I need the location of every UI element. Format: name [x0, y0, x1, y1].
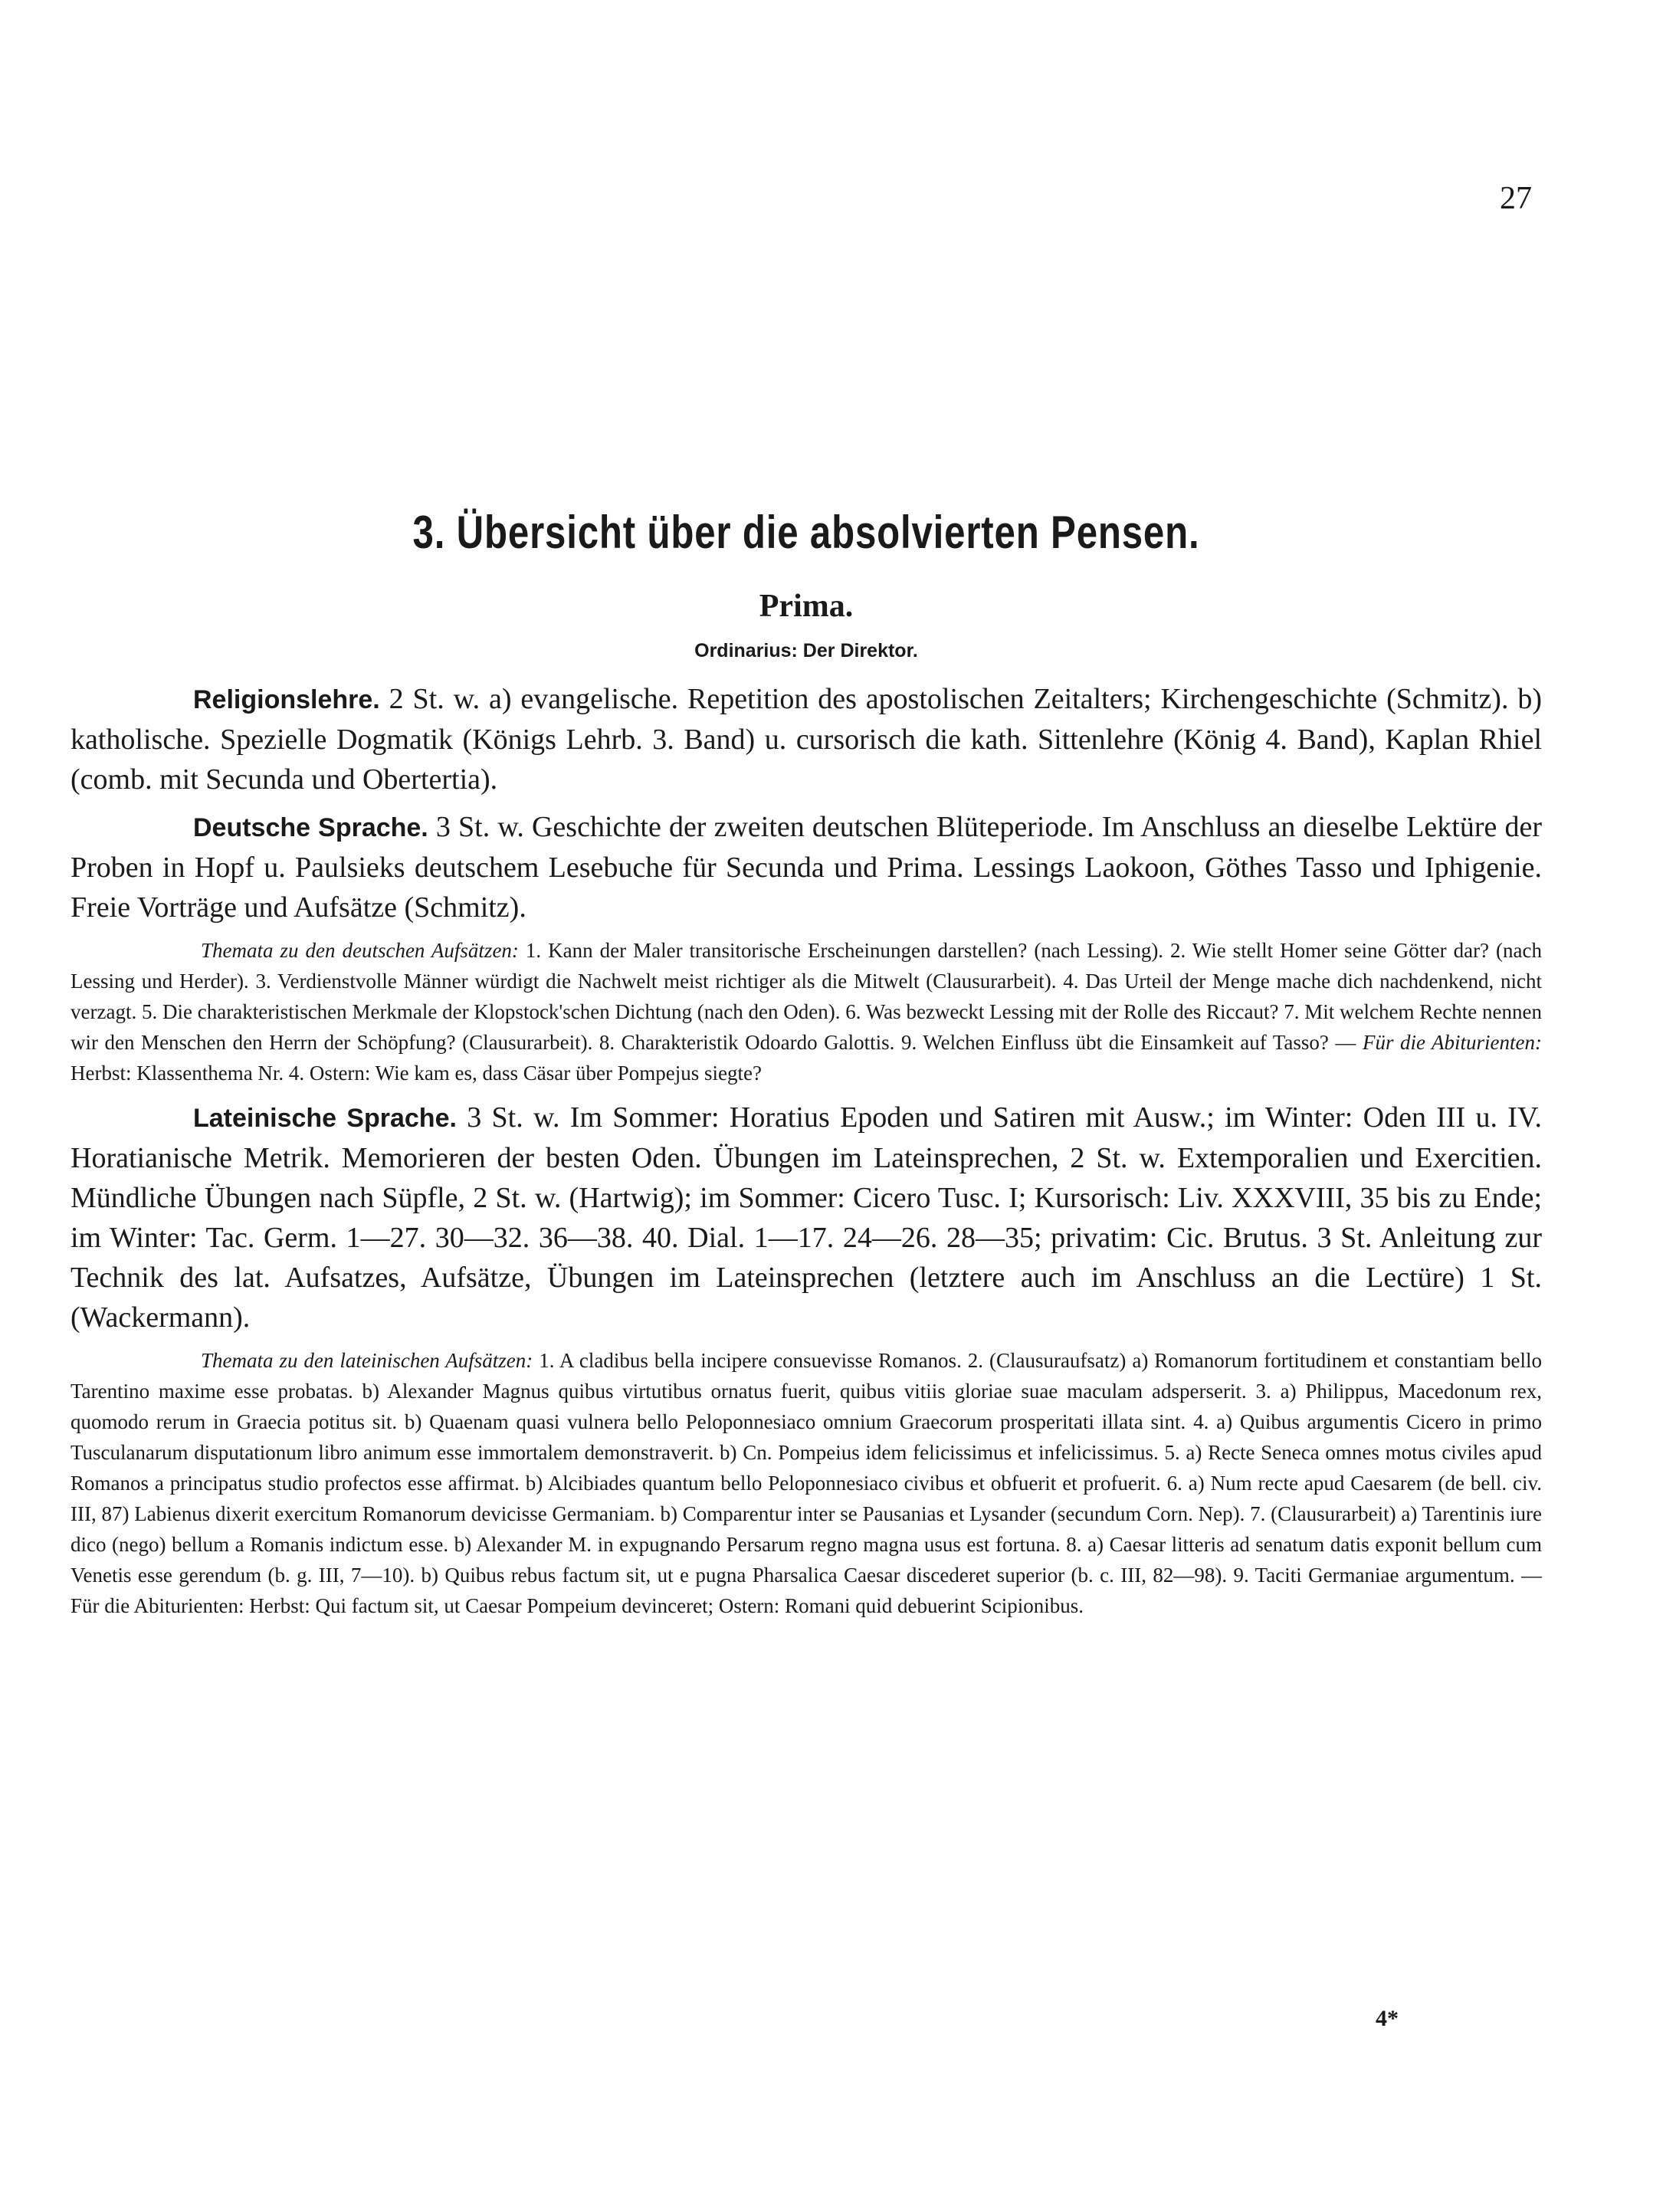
religion-subject: Religionslehre.	[193, 685, 380, 714]
latein-subject: Lateinische Sprache.	[193, 1104, 457, 1133]
latein-text: 3 St. w. Im Sommer: Horatius Epoden und Satiren mit Ausw.; im Winter: Oden III u. IV. Horatianische Metrik. Memorieren der besten Oden. Übungen im Lateinsprechen, 2 St. w. Extemporalien und Exercitien. Mündliche Übungen nach Süpfle, 2 St. w. (Hartwig); im Sommer: Cicero Tusc. I; Kursorisch: Liv. XXXVIII, 35 bis zu Ende; im Winter: Tac. Germ. 1—27. 30—32. 36—38. 40. Dial. 1—17. 24—26. 28—35; privatim: Cic. Brutus. 3 St. Anleitung zur Technik des lat. Aufsatzes, Aufsätze, Übungen im Lateinsprechen (letztere auch im Anschluss an die Lectüre) 1 St. (Wackermann).	[71, 1101, 1543, 1334]
deutsch-themata-text: 1. Kann der Maler transitorische Erscheinungen darstellen? (nach Lessing). 2. Wie stellt Homer seine Götter dar? (nach Lessing und Herder). 3. Verdienstvolle Männer würdigt die Nachwelt meist richtiger als die Mitwelt (Clausurarbeit). 4. Das Urteil der Menge mache dich nachdenkend, nicht verzagt. 5. Die charakteristischen Merkmale der Klopstock'schen Dichtung (nach den Oden). 6. Was bezweckt Lessing mit der Rolle des Riccaut? 7. Mit welchem Rechte nennen wir den Menschen den Herrn der Schöpfung? (Clausurarbeit). 8. Charakteristik Odoardo Galottis. 9. Welchen Einfluss übt die Einsamkeit auf Tasso? —	[71, 939, 1542, 1054]
ordinarius-line: Ordinarius: Der Direktor.	[694, 640, 918, 661]
latein-paragraph	[71, 1098, 1542, 1337]
religion-paragraph	[71, 679, 1542, 799]
deutsch-subject: Deutsche Sprache.	[193, 813, 428, 842]
latein-themata	[71, 1345, 1542, 1621]
deutsch-themata	[71, 935, 1542, 1088]
deutsch-paragraph	[71, 807, 1542, 927]
section-title: 3. Übersicht über die absolvierten Pensen.	[412, 507, 1200, 558]
deutsch-text: 3 St. w. Geschichte der zweiten deutschen Blüteperiode. Im Anschluss an dieselbe Lektüre der Proben in Hopf u. Paulsieks deutschem Lesebuche für Secunda und Prima. Lessings Laokoon, Göthes Tasso und Iphigenie. Freie Vorträge und Aufsätze (Schmitz).	[71, 811, 1542, 924]
page-number: 27	[1500, 181, 1532, 216]
signature-mark: 4*	[1376, 2006, 1399, 2031]
latein-themata-text: 1. A cladibus bella incipere consuevisse Romanos. 2. (Clausuraufsatz) a) Romanorum fortitudinem et constantiam bello Tarentino maxime esse probatas. b) Alexander Magnus quibus virtutibus ornatus fuerit, quibus vitiis gloriae suae maculam adsperserit. 3. a) Philippus, Macedonum rex, quomodo rerum in Graecia potitus sit. b) Quaenam quasi vulnera bello Peloponnesiaco omnium Graecorum prosperitati illata sint. 4. a) Quibus argumentis Cicero in primo Tusculanarum disputationum libro animum esse immortalem demonstraverit. b) Cn. Pompeius idem felicissimus et infelicissimus. 5. a) Recte Seneca omnes motus civiles apud Romanos a principatus studio profectos esse affirmat. b) Alcibiades quantum bello Peloponnesiaco civibus et obfuerit et profuerit. 6. a) Num recte apud Caesarem (de bell. civ. III, 87) Labienus dixerit exercitum Romanorum devicisse Germaniam. b) Comparentur inter se Pausanias et Lysander (secundum Corn. Nep). 7. (Clausurarbeit) a) Tarentinis iure dico (nego) bellum a Romanis indictum esse. b) Alexander M. in expugnando Persarum regno magna usus est fortuna. 8. a) Caesar litteris ad senatum datis exponit bellum cum Venetis esse gerendum (b. g. III, 7—10). b) Quibus rebus factum sit, ut e pugna Pharsalica Caesar discederet superior (b. c. III, 82—98). 9. Taciti Germaniae argumentum. — Für die Abiturienten: Herbst: Qui factum sit, ut Caesar Pompeium devinceret; Ostern: Romani quid debuerint Scipionibus.	[71, 1349, 1542, 1617]
religion-text: 2 St. w. a) evangelische. Repetition des apostolischen Zeitalters; Kirchengeschichte (Schmitz). b) katholische. Spezielle Dogmatik (Königs Lehrb. 3. Band) u. cursorisch die kath. Sittenlehre (König 4. Band), Kaplan Rhiel (comb. mit Secunda und Obertertia).	[71, 683, 1542, 796]
page-content	[71, 506, 1542, 1630]
class-title: Prima.	[759, 589, 854, 624]
deutsch-abitur-lead: Für die Abiturienten:	[1362, 1031, 1543, 1054]
latein-themata-lead: Themata zu den lateinischen Aufsätzen:	[201, 1349, 533, 1372]
deutsch-abitur-text: Herbst: Klassenthema Nr. 4. Ostern: Wie kam es, dass Cäsar über Pompejus siegte?	[71, 1062, 762, 1085]
deutsch-themata-lead: Themata zu den deutschen Aufsätzen:	[201, 939, 519, 962]
